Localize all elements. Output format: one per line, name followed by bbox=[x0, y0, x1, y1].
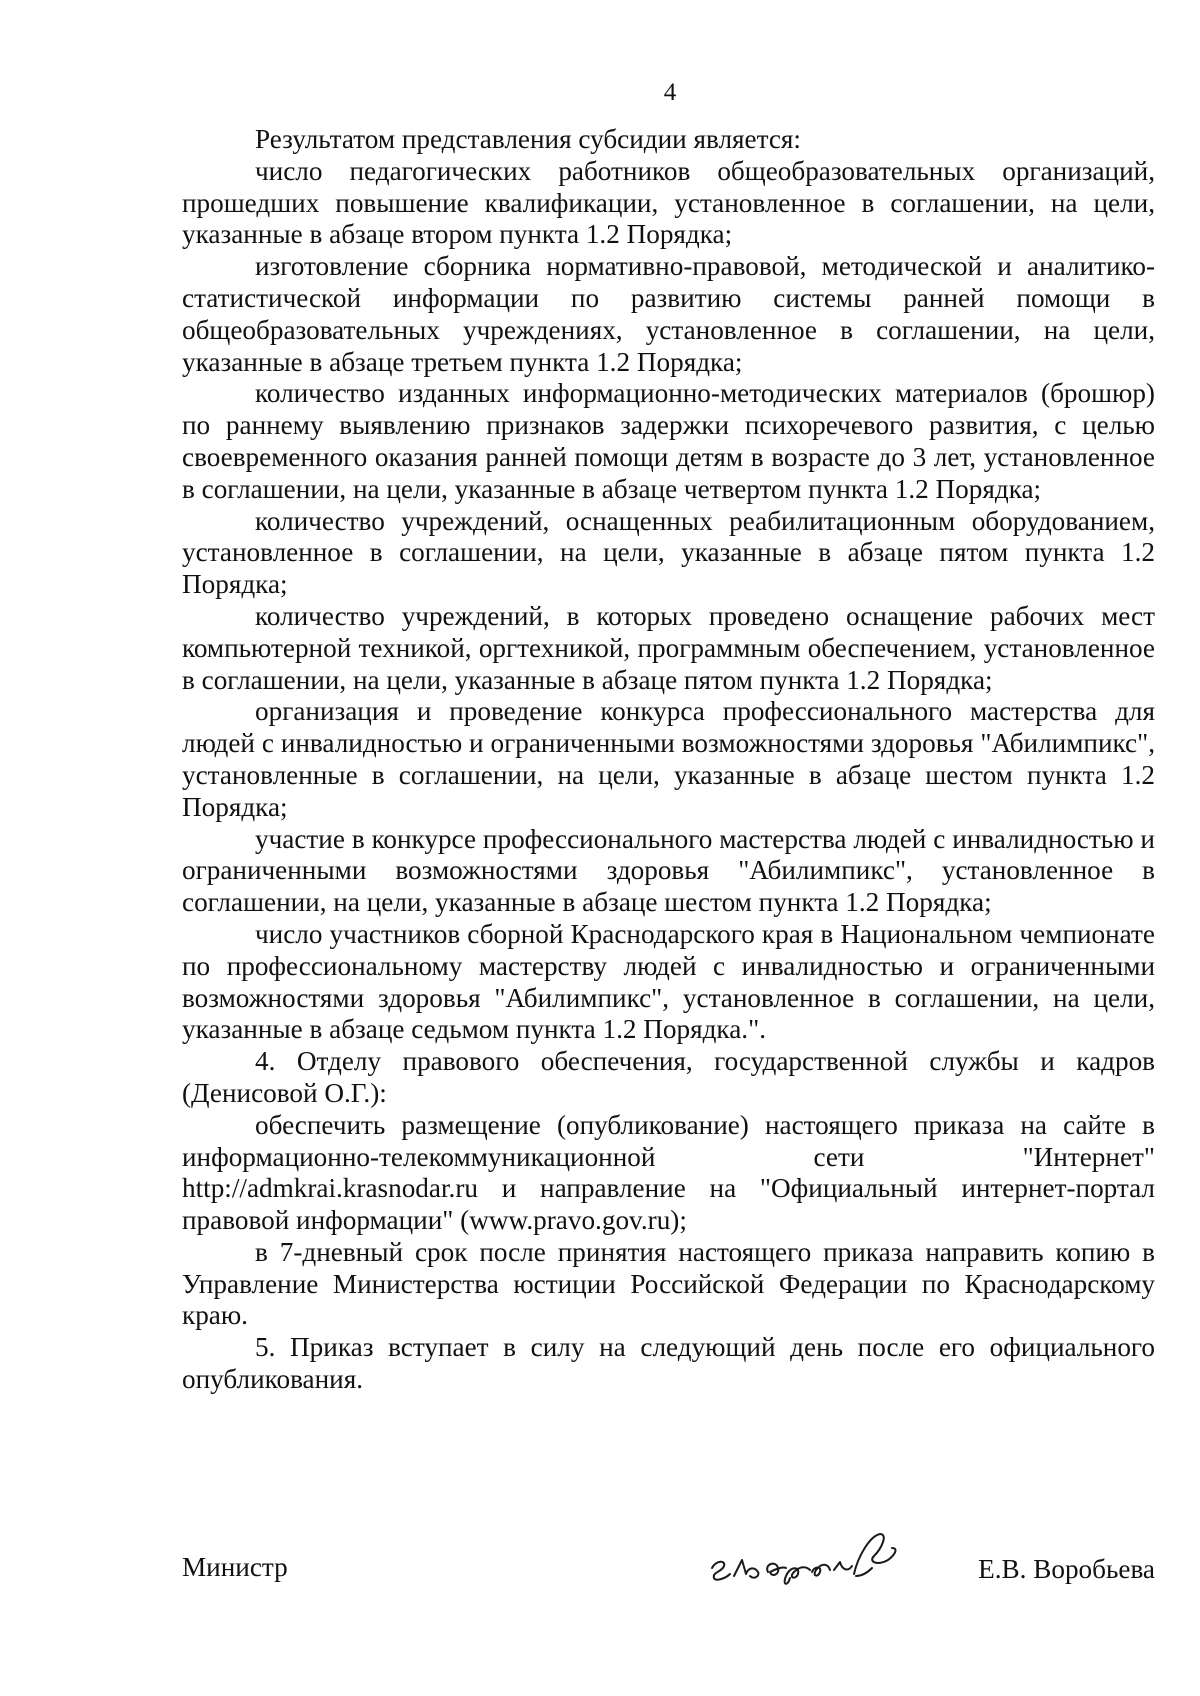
handwritten-signature bbox=[702, 1526, 932, 1590]
signer-name: Е.В. Воробьева bbox=[978, 1554, 1155, 1584]
paragraph-item-5: 5. Приказ вступает в силу на следующий день после его официального опубликования. bbox=[182, 1332, 1155, 1395]
paragraph-result-collection: изготовление сборника нормативно-правовой, методической и аналитико-статистической информации по развитию системы ранней помощи в общеобразовательных учреждениях, установленное в соглашении, на цели, указанные в абзаце третьем пункта 1.2 Порядка; bbox=[182, 251, 1155, 377]
paragraph-result-contest-participation: участие в конкурсе профессионального мастерства людей с инвалидностью и ограниченными возможностями здоровья "Абилимпикс", установленное в соглашении, на цели, указанные в абзаце шестом пункта 1.2 Порядка; bbox=[182, 823, 1155, 918]
paragraph-result-equipment: количество учреждений, оснащенных реабилитационным оборудованием, установленное в соглашении, на цели, указанные в абзаце пятом пункта 1.2 Порядка; bbox=[182, 505, 1155, 600]
paragraph-publication: обеспечить размещение (опубликование) настоящего приказа на сайте в информационно-телекоммуникационной сети "Интернет" http://admkrai.krasnodar.ru и направление на "Официальный интернет-портал правовой информации" (www.pravo.gov.ru); bbox=[182, 1109, 1155, 1236]
paragraph-result-workplaces: количество учреждений, в которых проведено оснащение рабочих мест компьютерной техникой, оргтехникой, программным обеспечением, установленное в соглашении, на цели, указанные в абзаце пятом пункта 1.2 Порядка; bbox=[182, 600, 1155, 695]
paragraph-result-contest-organization: организация и проведение конкурса профессионального мастерства для людей с инвалидностью и ограниченными возможностями здоровья "Абилимпикс", установленные в соглашении, на цели, указанные в абзаце шестом пункта 1.2 Порядка; bbox=[182, 696, 1155, 822]
document-body bbox=[182, 124, 1155, 1396]
paragraph-copy-to-ministry: в 7-дневный срок после принятия настоящего приказа направить копию в Управление Министерства юстиции Российской Федерации по Краснодарскому краю. bbox=[182, 1236, 1155, 1331]
page-number: 4 bbox=[663, 79, 677, 106]
paragraph-result-teachers: число педагогических работников общеобразовательных организаций, прошедших повышение квалификации, установленное в соглашении, на цели, указанные в абзаце втором пункта 1.2 Порядка; bbox=[182, 155, 1155, 250]
paragraph-item-4: 4. Отделу правового обеспечения, государственной службы и кадров (Денисовой О.Г.): bbox=[182, 1046, 1155, 1108]
intro-line: Результатом представления субсидии является: bbox=[255, 124, 801, 154]
paragraph-result-brochures: количество изданных информационно-методических материалов (брошюр) по раннему выявлению признаков задержки психоречевого развития, с целью своевременного оказания ранней помощи детям в возрасте до 3 лет, установленное в соглашении, на цели, указанные в абзаце четвертом пункта 1.2 Порядка; bbox=[182, 378, 1155, 504]
signature-block bbox=[182, 1540, 1155, 1600]
paragraph-result-national-team: число участников сборной Краснодарского края в Национальном чемпионате по профессиональному мастерству людей с инвалидностью и ограниченными возможностями здоровья "Абилимпикс", установленное в соглашении, на цели, указанные в абзаце седьмом пункта 1.2 Порядка.". bbox=[182, 918, 1155, 1045]
signer-position: Министр bbox=[182, 1552, 288, 1582]
